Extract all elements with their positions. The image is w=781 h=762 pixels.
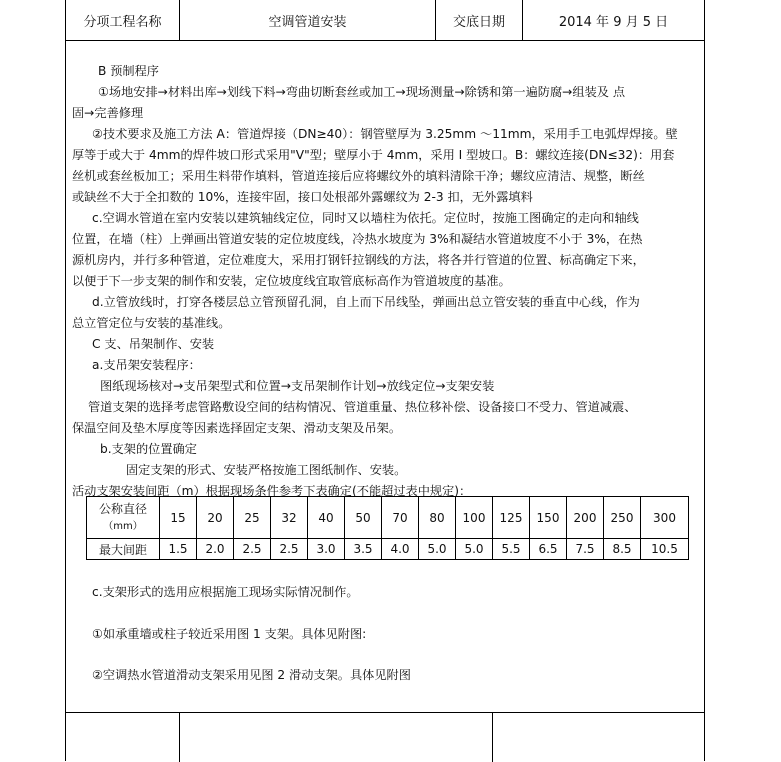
- table-cell: 2.0: [197, 539, 234, 560]
- table-cell: 2.5: [234, 539, 271, 560]
- section-title: C 支、吊架制作、安装: [92, 337, 215, 351]
- paragraph-line: ②空调热水管道滑动支架采用见图 2 滑动支架。具体见附图: [92, 668, 411, 682]
- divider: [492, 713, 493, 762]
- table-cell: 150: [530, 497, 567, 539]
- paragraph-line: 丝机或套丝板加工；采用生料带作填料，管道连接后应将螺纹外的填料清除干净；螺纹应清洁、规整，断丝: [72, 169, 645, 183]
- paragraph-line: 管道支架的选择考虑管路敷设空间的结构情况、管道重量、热位移补偿、设备接口不受力、管道减震、: [88, 400, 637, 414]
- diameter-unit: （mm）: [103, 520, 143, 532]
- paragraph-line: 源机房内，并行多种管道，定位难度大，采用打钢钎拉钢线的方法，将各并行管道的位置、标高确定下来，: [72, 253, 645, 267]
- table-cell: 25: [234, 497, 271, 539]
- table-cell: 125: [493, 497, 530, 539]
- table-cell: 7.5: [567, 539, 604, 560]
- support-spacing-table: [86, 496, 689, 560]
- table-cell: 1.5: [160, 539, 197, 560]
- paragraph-line: c.支架形式的选用应根据施工现场实际情况制作。: [92, 585, 359, 599]
- table-cell: 50: [345, 497, 382, 539]
- paragraph-line: d.立管放线时，打穿各楼层总立管预留孔洞，自上而下吊线坠，弹画出总立管安装的垂直中心线，作为: [92, 295, 640, 309]
- table-header-cell: [87, 497, 160, 539]
- paragraph-line: 总立管定位与安装的基准线。: [72, 316, 231, 330]
- header-label-date: 交底日期: [436, 0, 523, 40]
- table-cell: 32: [271, 497, 308, 539]
- table-cell: 8.5: [604, 539, 641, 560]
- table-cell: 3.0: [308, 539, 345, 560]
- header-value-date: 2014 年 9 月 5 日: [558, 14, 669, 30]
- paragraph-line: 保温空间及垫木厚度等因素选择固定支架、滑动支架及吊架。: [72, 421, 402, 435]
- table-cell: 40: [308, 497, 345, 539]
- paragraph-line: 位置，在墙（柱）上弹画出管道安装的定位坡度线，冷热水坡度为 3%和凝结水管道坡度不小于 3%，在热: [72, 232, 643, 246]
- diameter-label: 公称直径: [98, 501, 147, 516]
- paragraph-line: 厚等于或大于 4mm的焊件坡口形式采用"V"型；壁厚小于 4mm，采用 I 型坡口。B：螺纹连接(DN≤32)：用套: [72, 148, 675, 162]
- paragraph-line: 以便于下一步支架的制作和安装，定位坡度线宜取管底标高作为管道坡度的基准。: [72, 274, 511, 288]
- header-label-project: 分项工程名称: [66, 0, 180, 40]
- divider: [179, 713, 180, 762]
- table-row: [87, 497, 689, 539]
- header-value-project: 空调管道安装: [180, 0, 436, 40]
- header-row: [65, 0, 705, 41]
- table-cell: 200: [567, 497, 604, 539]
- paragraph-line: b.支架的位置确定: [100, 442, 197, 456]
- paragraph-line: 或缺丝不大于全扣数的 10%，连接牢固，接口处根部外露螺纹为 2-3 扣，无外露填料: [72, 190, 533, 204]
- table-cell: 5.0: [419, 539, 456, 560]
- table-cell: 4.0: [382, 539, 419, 560]
- table-cell: 6.5: [530, 539, 567, 560]
- table-cell: 300: [641, 497, 689, 539]
- paragraph-line: ①场地安排→材料出库→划线下料→弯曲切断套丝或加工→现场测量→除锈和第一遍防腐→组装及 点: [98, 85, 626, 99]
- paragraph-line: 活动支架安装间距（m）根据现场条件参考下表确定(不能超过表中规定)：: [72, 484, 472, 498]
- table-row: [87, 539, 689, 560]
- paragraph-line: a.支吊架安装程序：: [92, 358, 201, 372]
- table-cell: 250: [604, 497, 641, 539]
- paragraph-line: c.空调水管道在室内安装以建筑轴线定位，同时又以墙柱为依托。定位时，按施工图确定的走向和轴线: [92, 211, 639, 225]
- paragraph-line: 固定支架的形式、安装严格按施工图纸制作、安装。: [126, 463, 407, 477]
- table-cell: 100: [456, 497, 493, 539]
- table-cell: 2.5: [271, 539, 308, 560]
- table-cell: 3.5: [345, 539, 382, 560]
- table-cell: 20: [197, 497, 234, 539]
- table-header-cell: 最大间距: [87, 539, 160, 560]
- table-cell: 80: [419, 497, 456, 539]
- paragraph-line: ②技术要求及施工方法 A：管道焊接（DN≥40）：钢管壁厚为 3.25mm ～11mm，采用手工电弧焊焊接。壁: [92, 127, 678, 141]
- table-cell: 5.5: [493, 539, 530, 560]
- table-cell: 5.0: [456, 539, 493, 560]
- paragraph-line: 固→完善修理: [72, 106, 144, 120]
- table-cell: 15: [160, 497, 197, 539]
- paragraph-line: ①如承重墙或柱子较近采用图 1 支架。具体见附图:: [92, 627, 367, 641]
- paragraph-line: 图纸现场核对→支吊架型式和位置→支吊架制作计划→放线定位→支架安装: [100, 379, 495, 393]
- table-cell: 70: [382, 497, 419, 539]
- signature-row: [65, 712, 705, 761]
- section-title: B 预制程序: [98, 64, 159, 78]
- table-cell: 10.5: [641, 539, 689, 560]
